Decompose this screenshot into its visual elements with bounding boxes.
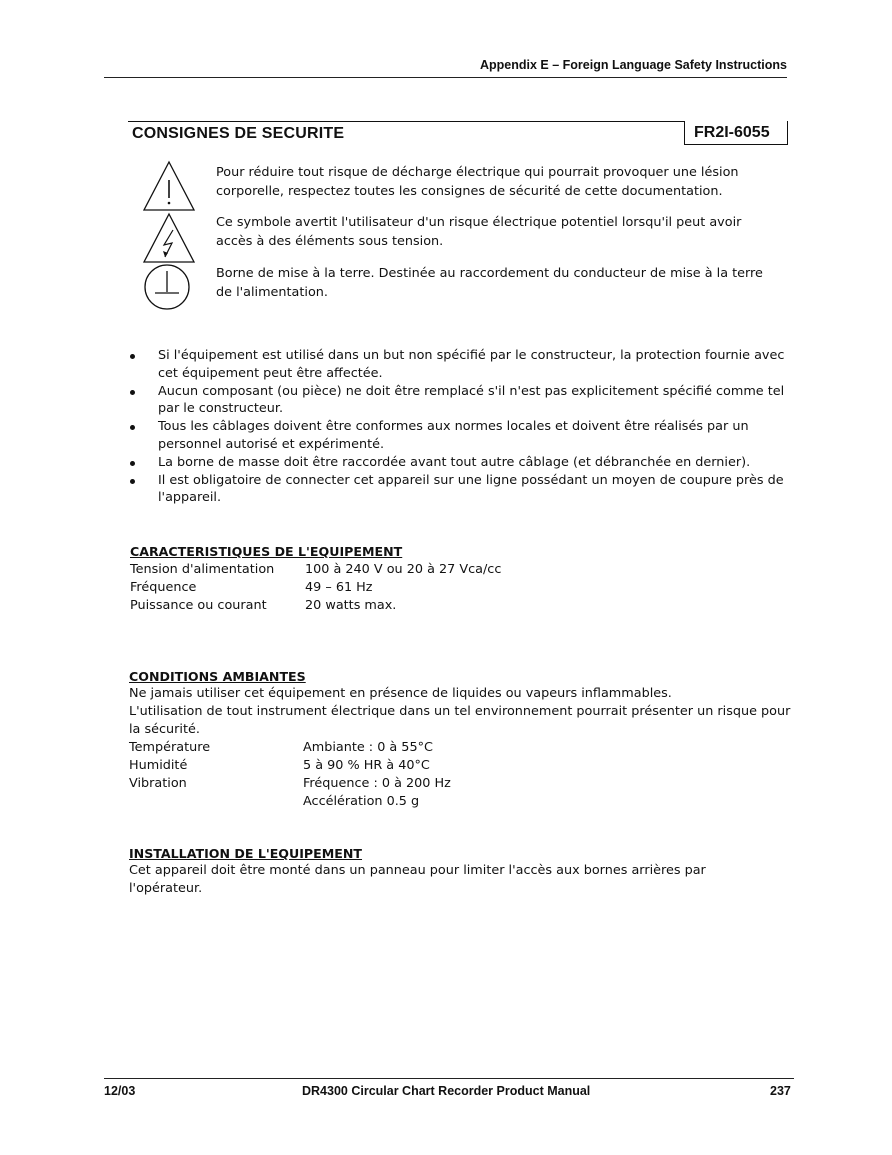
list-item: Si l'équipement est utilisé dans un but non spécifié par le constructeur, la protection fournie avec cet équipement peut être affectée. <box>130 347 790 383</box>
header-rule <box>104 77 787 78</box>
page-header-title: Appendix E – Foreign Language Safety Instructions <box>480 58 787 72</box>
cond-value-acceleration: Accélération 0.5 g <box>303 794 420 809</box>
warning-triangle-icon <box>142 160 196 212</box>
symbol-text-electrical: Ce symbole avertit l'utilisateur d'un risque électrique potentiel lorsqu'il peut avoir accès à des éléments sous tension. <box>216 215 742 249</box>
symbol-text-ground: Borne de mise à la terre. Destinée au raccordement du conducteur de mise à la terre de l'alimentation. <box>216 266 763 300</box>
footer-rule <box>104 1078 794 1079</box>
electrical-hazard-icon <box>142 212 196 264</box>
conditions-line-1: Ne jamais utiliser cet équipement en présence de liquides ou vapeurs inflammables. <box>129 686 672 701</box>
char-value-power: 20 watts max. <box>305 598 397 613</box>
char-value-voltage: 100 à 240 V ou 20 à 27 Vca/cc <box>305 562 502 577</box>
conditions-heading: CONDITIONS AMBIANTES <box>129 669 306 684</box>
char-label-voltage: Tension d'alimentation <box>130 562 275 577</box>
char-label-power: Puissance ou courant <box>130 598 267 613</box>
cond-value-humidity: 5 à 90 % HR à 40°C <box>303 758 430 773</box>
bullet-icon <box>130 425 135 430</box>
section-code: FR2I-6055 <box>684 121 788 145</box>
section-title-rule <box>128 121 685 122</box>
list-item: Il est obligatoire de connecter cet appareil sur une ligne possédant un moyen de coupure près de l'appareil. <box>130 472 790 508</box>
safety-bullet-list <box>130 347 790 507</box>
cond-label-humidity: Humidité <box>129 758 188 773</box>
bullet-icon <box>130 461 135 466</box>
list-item: Aucun composant (ou pièce) ne doit être remplacé s'il n'est pas explicitement spécifié comme tel par le constructeur. <box>130 383 790 419</box>
footer-date: 12/03 <box>104 1084 136 1098</box>
bullet-icon <box>130 390 135 395</box>
cond-label-vibration: Vibration <box>129 776 187 791</box>
installation-heading: INSTALLATION DE L'EQUIPEMENT <box>129 846 363 861</box>
installation-text: Cet appareil doit être monté dans un panneau pour limiter l'accès aux bornes arrières par l'opérateur. <box>129 863 706 896</box>
conditions-line-2: L'utilisation de tout instrument électrique dans un tel environnement pourrait présenter un risque pour la sécurité. <box>129 704 791 737</box>
footer-manual-title: DR4300 Circular Chart Recorder Product Manual <box>302 1084 591 1098</box>
bullet-icon <box>130 479 135 484</box>
char-label-frequency: Fréquence <box>130 580 197 595</box>
section-title: CONSIGNES DE SECURITE <box>132 125 345 142</box>
list-item: Tous les câblages doivent être conformes aux normes locales et doivent être réalisés par un personnel autorisé et expérimenté. <box>130 418 790 454</box>
cond-value-temperature: Ambiante : 0 à 55°C <box>303 740 433 755</box>
char-value-frequency: 49 – 61 Hz <box>305 580 373 595</box>
list-item: La borne de masse doit être raccordée avant tout autre câblage (et débranchée en dernier). <box>130 454 790 472</box>
cond-label-temperature: Température <box>129 740 211 755</box>
footer-page-number: 237 <box>770 1084 791 1098</box>
cond-value-vibration: Fréquence : 0 à 200 Hz <box>303 776 451 791</box>
ground-terminal-icon <box>142 262 192 312</box>
symbol-text-warning: Pour réduire tout risque de décharge électrique qui pourrait provoquer une lésion corporelle, respectez toutes les consignes de sécurité de cette documentation. <box>216 165 739 199</box>
characteristics-heading: CARACTERISTIQUES DE L'EQUIPEMENT <box>130 544 403 559</box>
bullet-icon <box>130 354 135 359</box>
